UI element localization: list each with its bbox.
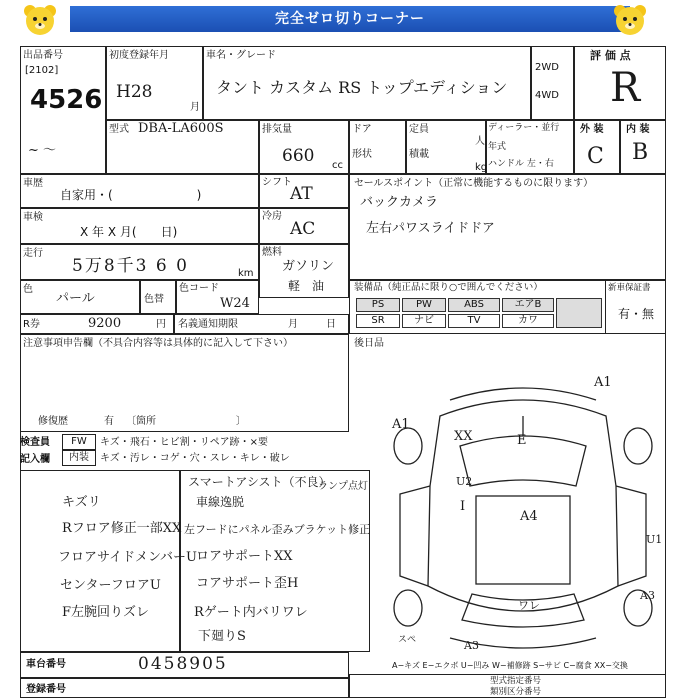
handwritten-note: ロアサポートXX [196,549,293,564]
interior-box: 内装 [62,450,96,466]
handle-label: ハンドル 左・右 [488,159,554,169]
diagram-mark: A3 [640,589,655,602]
grade-value: R [610,65,641,111]
diagram-mark: A4 [520,509,538,524]
model-label: 型式 [109,124,129,135]
fuel-option: 軽 油 [288,279,325,293]
mileage-value: 5万8千3 6 0 [72,256,189,276]
capacity-unit: 人 [475,136,485,147]
diagram-mark: I [460,499,466,514]
diagram-mark: E [517,433,527,448]
inspection-value: X 年 X 月( 日) [80,225,178,239]
new-car-value: 有・無 [618,307,655,321]
year-label: 年式 [488,142,507,152]
int-label: 内 装 [626,124,650,135]
door-label: ドア [352,124,372,135]
handwritten-note: F左腕回りズレ [62,605,150,620]
handwritten-note: 車線逸脱 [196,495,245,509]
mileage-label: 走行 [23,248,43,259]
ext-value: C [587,144,604,169]
chassis-value: 0458905 [138,654,228,674]
header-bar [0,0,700,40]
handwritten-note: フロアサイドメンバーU [58,550,198,565]
code-label: 色コード [179,283,219,294]
int-items: キズ・汚レ・コゲ・穴・スレ・キレ・破レ [100,453,290,464]
color-value: パール [56,291,95,306]
sales-point-line: 左右パワスライドドア [366,221,495,236]
inspector-label2: 記入欄 [20,454,50,465]
disp-label: 排気量 [262,124,292,135]
reg-cell [20,678,349,698]
banner-title: 完全ゼロ切りコーナー [70,6,630,32]
equip-pw: PW [402,298,446,312]
handwritten-note: スマートアシスト（不良） [188,475,331,489]
grade-label: 評 価 点 [590,49,631,62]
equip-ps: PS [356,298,400,312]
diagram-mark: A3 [464,639,479,652]
fw-items: キズ・飛石・ヒビ割・リペア跡・×要 [100,437,268,448]
recycle-value: 9200 [88,316,122,331]
disp-value: 660 [282,146,315,166]
recycle-unit: 円 [156,319,166,330]
mascot-bear-icon [612,2,648,38]
handwritten-note: 下廻りS [198,629,246,644]
handwritten-note: センターフロアU [60,578,161,593]
history-label: 車歴 [23,178,43,189]
lot-number: 4526 [30,85,103,115]
diagram-mark: XX [454,429,473,444]
lot-scribble: ~ 〜 [28,143,57,158]
ac-label: 冷房 [262,211,282,222]
model-value: DBA-LA600S [138,121,224,136]
name-label: 車名・グレード [206,50,276,61]
diagram-mark: スペ [398,635,417,645]
shape-label: 形状 [352,149,372,160]
ac-value: AC [290,219,316,239]
handwritten-note: ランプ点灯 [318,481,368,492]
history-value: 自家用・( ) [60,188,202,202]
first-reg-value: H28 [116,82,153,102]
auction-sheet [20,46,666,698]
fuel-label: 燃料 [262,247,282,258]
later-label: 後日品 [354,338,384,349]
reg-label: 登録番号 [26,684,66,695]
damage-legend: A−キズ E−エクボ U−凹み W−補修跡 S−サビ C−腐食 XX−交換 [392,661,628,670]
recycle-label: R券 [23,319,40,330]
equip-airbag: エアB [502,298,554,312]
load-label: 積載 [409,149,429,160]
color-label: 色 [23,284,33,295]
diagram-mark: U1 [646,533,663,546]
mileage-unit: km [238,268,254,279]
shift-label: シフト [262,177,292,188]
name-value: タント カスタム RS トップエディション [216,78,508,97]
diagram-mark: U2 [456,475,473,488]
class-label: 類別区分番号 [490,687,542,697]
diagram-mark: A1 [594,375,612,390]
repair-value: 有 [104,416,114,427]
shift-value: AT [290,184,313,204]
sales-point-line: バックカメラ [360,195,439,210]
fw-box: FW [62,434,96,450]
notice-month: 月 [288,319,298,330]
notice-day: 日 [326,319,336,330]
notes-label: 注意事項申告欄（不具合内容等は具体的に記入して下さい） [23,338,293,349]
load-unit: kg [475,162,488,173]
equip-sr: SR [356,314,400,328]
capacity-label: 定員 [409,124,429,135]
notice-label: 名義通知期限 [178,319,238,330]
ext-label: 外 装 [580,124,604,135]
lot-label: 出品番号 [23,50,63,61]
fuel-value: ガソリン [282,259,335,274]
code-value: W24 [220,296,250,311]
drive-4wd: 4WD [535,90,559,101]
sales-point-label: セールスポイント（正常に機能するものに限ります） [354,178,594,189]
inspector-label: 検査員 [20,437,50,448]
handwritten-note: キズリ [62,495,101,510]
int-value: B [632,140,649,165]
handwritten-note: コアサポート歪H [196,576,299,591]
equip-leather: カワ [502,314,554,328]
handwritten-note: Rフロア修正一部XX [62,521,182,536]
equip-extra [556,298,602,328]
chassis-label: 車台番号 [26,659,66,670]
new-car-label: 新車保証書 [608,283,651,293]
handwritten-note: 左フードにパネル歪みブラケット修正 [184,523,371,536]
type-label: 型式指定番号 [490,676,542,686]
mascot-bear-icon [22,2,58,38]
month-unit: 月 [190,102,200,113]
diagram-mark: ワレ [518,599,540,612]
equip-tv: TV [448,314,500,328]
equip-abs: ABS [448,298,500,312]
diagram-mark: A1 [392,417,410,432]
repair-location: 〔箇所 〕 [126,416,246,427]
inspection-label: 車検 [23,212,43,223]
equip-navi: ナビ [402,314,446,328]
lot-sub: [2102] [25,65,59,76]
dealer-label: ディーラー・並行 [488,123,560,133]
drive-2wd: 2WD [535,62,559,73]
disp-unit: cc [332,160,343,171]
handwritten-note: Rゲート内バリワレ [194,605,308,620]
equipment-label: 装備品（純正品に限り○で囲んでください） [354,282,543,293]
tone-label: 色替 [144,294,164,305]
first-reg-label: 初度登録年月 [109,50,169,61]
repair-label: 修復歴 [38,416,68,427]
drive-cell [531,46,574,120]
